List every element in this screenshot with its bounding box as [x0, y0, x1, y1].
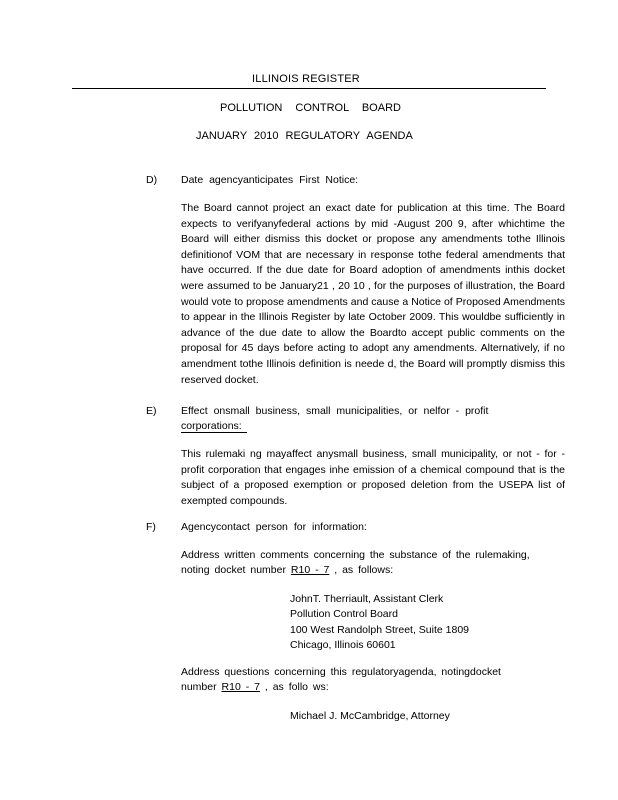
- contact-line: JohnT. Therriault, Assistant Clerk: [290, 593, 444, 605]
- section-d-paragraph: The Board cannot project an exact date for publication at this time. The Board expects to verifyanyfederal actions by mid -August 200 9, after whichtime the Board will either dismiss this docket or propose any amendments tothe Illinois definitionof VOM that are necessary in response tothe federal amendments that have occurred. If the due date for Board adoption of amendments inthis docket were assumed to be January21 , 20 10 , for the purposes of illustration, the Board would vote to propose amendments and cause a Notice of Proposed Amendments to appear in the Illinois Register by late October 2009. This wouldbe sufficiently in advance of the due date to allow the Boardto accept public comments on the proposal for 45 days before acting to adopt any amendments. Alternatively, if no amendment tothe Illinois definition is neede d, the Board will promptly dismiss this reserved docket.: [181, 202, 565, 386]
- docket-number-2: R10 - 7: [221, 681, 260, 693]
- address-questions-line2: [181, 681, 329, 693]
- register-title: ILLINOIS REGISTER: [252, 73, 360, 85]
- contact-line: Pollution Control Board: [290, 608, 398, 621]
- docket-number-1: R10 - 7: [290, 564, 330, 576]
- contact-block-attorney: [290, 709, 450, 724]
- contact-line: Michael J. McCambridge, Attorney: [290, 710, 450, 722]
- section-f-label: F): [146, 521, 156, 533]
- board-title: POLLUTION CONTROL BOARD: [220, 102, 401, 114]
- address-questions-suffix: , as follo ws:: [259, 681, 329, 693]
- section-e-label: E): [146, 405, 157, 417]
- contact-block-clerk: [290, 592, 469, 654]
- section-d-heading: Date agencyanticipates First Notice:: [181, 174, 359, 186]
- section-e-heading-line2: corporations:: [181, 420, 247, 433]
- address-questions-prefix: number: [181, 681, 222, 693]
- header-rule: [72, 88, 546, 89]
- contact-line: 100 West Randolph Street, Suite 1809: [290, 623, 470, 636]
- section-d-body: [181, 201, 565, 388]
- agenda-title: JANUARY 2010 REGULATORY AGENDA: [196, 130, 413, 142]
- contact-line: Chicago, Illinois 60601: [290, 639, 396, 652]
- address-questions-line1: Address questions concerning this regulatoryagenda, notingdocket: [181, 666, 501, 678]
- address-comments-line2: [181, 564, 393, 576]
- section-e-body: [181, 447, 565, 509]
- address-comments-line1: Address written comments concerning the substance of the rulemaking,: [181, 549, 530, 561]
- section-f-heading: Agencycontact person for information:: [181, 521, 367, 533]
- section-e-paragraph: This rulemaki ng mayaffect anysmall business, small municipality, or not - for - profit corporation that engages inhe emission of a chemical compound that is the subject of a proposed exemption or proposed deletion from the USEPA list of exempted compounds.: [181, 448, 565, 507]
- section-d-label: D): [146, 174, 158, 186]
- section-e-heading-line1: Effect onsmall business, small municipalities, or nelfor - profit: [181, 405, 489, 417]
- address-comments-prefix: noting docket number: [181, 564, 291, 576]
- address-comments-suffix: , as follows:: [329, 564, 394, 576]
